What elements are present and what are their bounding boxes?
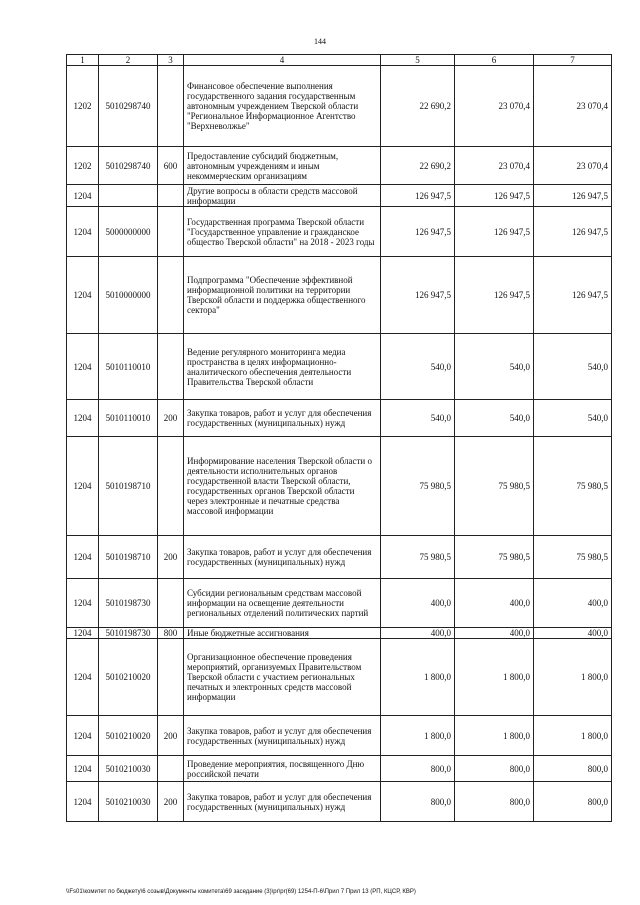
row-name: Государственная программа Тверской области "Государственное управление и гражданское общество Тверской области" на 2018 - 2023 годы [184,207,381,257]
table-row [67,207,612,257]
row-name: Закупка товаров, работ и услуг для обеспечения государственных (муниципальных) нужд [184,716,381,756]
row-value-2024: 1 800,0 [534,639,612,716]
row-value-2023: 800,0 [455,756,534,782]
row-expense-type: 600 [158,147,184,185]
row-name: Субсидии региональным средствам массовой информации на освещение деятельности региональных отделений политических партий [184,579,381,628]
table-row [67,536,612,579]
row-expense-type [158,257,184,334]
table-row [67,400,612,437]
row-section-code: 1204 [67,628,99,639]
row-value-2023: 126 947,5 [455,257,534,334]
row-value-2024: 23 070,4 [534,66,612,147]
row-expense-type [158,207,184,257]
row-expense-type [158,334,184,400]
row-article-code: 5010000000 [99,257,158,334]
header-cell: 1 [67,55,99,66]
row-value-2024: 800,0 [534,782,612,822]
row-name: Закупка товаров, работ и услуг для обеспечения государственных (муниципальных) нужд [184,400,381,437]
row-value-2022: 400,0 [381,628,455,639]
row-value-2024: 800,0 [534,756,612,782]
row-section-code: 1204 [67,716,99,756]
row-value-2023: 800,0 [455,782,534,822]
row-article-code: 5010198710 [99,536,158,579]
row-name: Информирование населения Тверской области о деятельности исполнительных органов государственной власти Тверской области, государственных органов Тверской области через электронные и печатные средства массовой информации [184,437,381,536]
table-row [67,579,612,628]
row-expense-type [158,437,184,536]
header-row [67,55,612,66]
row-value-2022: 75 980,5 [381,437,455,536]
row-name: Предоставление субсидий бюджетным, автономным учреждениям и иным некоммерческим организациям [184,147,381,185]
row-expense-type: 200 [158,536,184,579]
row-value-2024: 126 947,5 [534,185,612,207]
table-row [67,782,612,822]
row-section-code: 1204 [67,437,99,536]
row-value-2023: 23 070,4 [455,147,534,185]
row-expense-type: 200 [158,400,184,437]
row-name: Подпрограмма "Обеспечение эффективной информационной политики на территории Тверской области и поддержка общественного сектора" [184,257,381,334]
row-value-2022: 126 947,5 [381,185,455,207]
row-name: Иные бюджетные ассигнования [184,628,381,639]
row-value-2023: 23 070,4 [455,66,534,147]
row-section-code: 1204 [67,334,99,400]
row-value-2022: 540,0 [381,334,455,400]
table-row [67,257,612,334]
row-section-code: 1204 [67,257,99,334]
row-value-2023: 540,0 [455,334,534,400]
table-row [67,147,612,185]
row-article-code: 5010110010 [99,400,158,437]
row-section-code: 1204 [67,536,99,579]
row-section-code: 1204 [67,782,99,822]
row-section-code: 1202 [67,147,99,185]
header-cell: 5 [381,55,455,66]
row-section-code: 1204 [67,579,99,628]
header-cell: 6 [455,55,534,66]
table-row [67,756,612,782]
row-expense-type: 200 [158,782,184,822]
header-cell: 3 [158,55,184,66]
row-expense-type [158,66,184,147]
row-value-2022: 75 980,5 [381,536,455,579]
row-name: Проведение мероприятия, посвященного Дню российской печати [184,756,381,782]
row-value-2022: 540,0 [381,400,455,437]
row-value-2023: 75 980,5 [455,437,534,536]
row-name: Другие вопросы в области средств массовой информации [184,185,381,207]
header-cell: 4 [184,55,381,66]
row-article-code [99,185,158,207]
row-value-2023: 126 947,5 [455,207,534,257]
row-value-2024: 1 800,0 [534,716,612,756]
row-value-2022: 400,0 [381,579,455,628]
row-name: Ведение регулярного мониторинга медиа пространства в целях информационно-аналитического обеспечения деятельности Правительства Тверской области [184,334,381,400]
row-value-2024: 540,0 [534,334,612,400]
header-cell: 7 [534,55,612,66]
table-row [67,437,612,536]
table-row [67,185,612,207]
table-row [67,628,612,639]
table-row [67,716,612,756]
row-value-2023: 1 800,0 [455,639,534,716]
footer-file-path: \\Fs01\комитет по бюджету\6 созыв\Документы комитета\69 заседание (3)\pr\pr(69) 1254-П-6\Прил 7 Прил 13 (РП, КЦСР, КВР) [66,889,416,895]
row-article-code: 5010210030 [99,756,158,782]
row-article-code: 5010110010 [99,334,158,400]
row-expense-type [158,639,184,716]
budget-table [66,54,612,822]
row-name: Организационное обеспечение проведения мероприятий, организуемых Правительством Тверской области с участием региональных печатных и электронных средств массовой информации [184,639,381,716]
row-value-2022: 126 947,5 [381,207,455,257]
row-value-2022: 22 690,2 [381,147,455,185]
row-value-2022: 1 800,0 [381,639,455,716]
row-expense-type: 800 [158,628,184,639]
row-value-2024: 400,0 [534,628,612,639]
row-value-2024: 540,0 [534,400,612,437]
row-article-code: 5000000000 [99,207,158,257]
row-value-2024: 75 980,5 [534,437,612,536]
row-value-2022: 1 800,0 [381,716,455,756]
row-value-2023: 126 947,5 [455,185,534,207]
table-row [67,66,612,147]
row-section-code: 1204 [67,756,99,782]
table-row [67,639,612,716]
row-value-2024: 400,0 [534,579,612,628]
row-value-2023: 400,0 [455,579,534,628]
row-expense-type [158,185,184,207]
row-value-2022: 800,0 [381,756,455,782]
row-value-2024: 126 947,5 [534,207,612,257]
row-article-code: 5010210030 [99,782,158,822]
row-article-code: 5010198730 [99,628,158,639]
row-name: Закупка товаров, работ и услуг для обеспечения государственных (муниципальных) нужд [184,536,381,579]
row-expense-type: 200 [158,716,184,756]
row-name: Закупка товаров, работ и услуг для обеспечения государственных (муниципальных) нужд [184,782,381,822]
row-name: Финансовое обеспечение выполнения государственного задания государственным автономным учреждением Тверской области "Региональное Информационное Агентство "Верхневолжье" [184,66,381,147]
row-value-2024: 23 070,4 [534,147,612,185]
row-article-code: 5010298740 [99,147,158,185]
row-article-code: 5010198730 [99,579,158,628]
header-cell: 2 [99,55,158,66]
row-value-2023: 75 980,5 [455,536,534,579]
row-article-code: 5010210020 [99,716,158,756]
row-value-2024: 75 980,5 [534,536,612,579]
row-value-2023: 400,0 [455,628,534,639]
row-section-code: 1204 [67,207,99,257]
row-value-2022: 800,0 [381,782,455,822]
row-article-code: 5010210020 [99,639,158,716]
row-value-2022: 126 947,5 [381,257,455,334]
table-row [67,334,612,400]
row-expense-type [158,756,184,782]
row-article-code: 5010298740 [99,66,158,147]
row-section-code: 1204 [67,185,99,207]
row-value-2022: 22 690,2 [381,66,455,147]
row-expense-type [158,579,184,628]
row-value-2023: 540,0 [455,400,534,437]
row-value-2024: 126 947,5 [534,257,612,334]
row-section-code: 1204 [67,400,99,437]
row-section-code: 1204 [67,639,99,716]
row-section-code: 1202 [67,66,99,147]
page-number: 144 [314,37,326,46]
row-article-code: 5010198710 [99,437,158,536]
row-value-2023: 1 800,0 [455,716,534,756]
